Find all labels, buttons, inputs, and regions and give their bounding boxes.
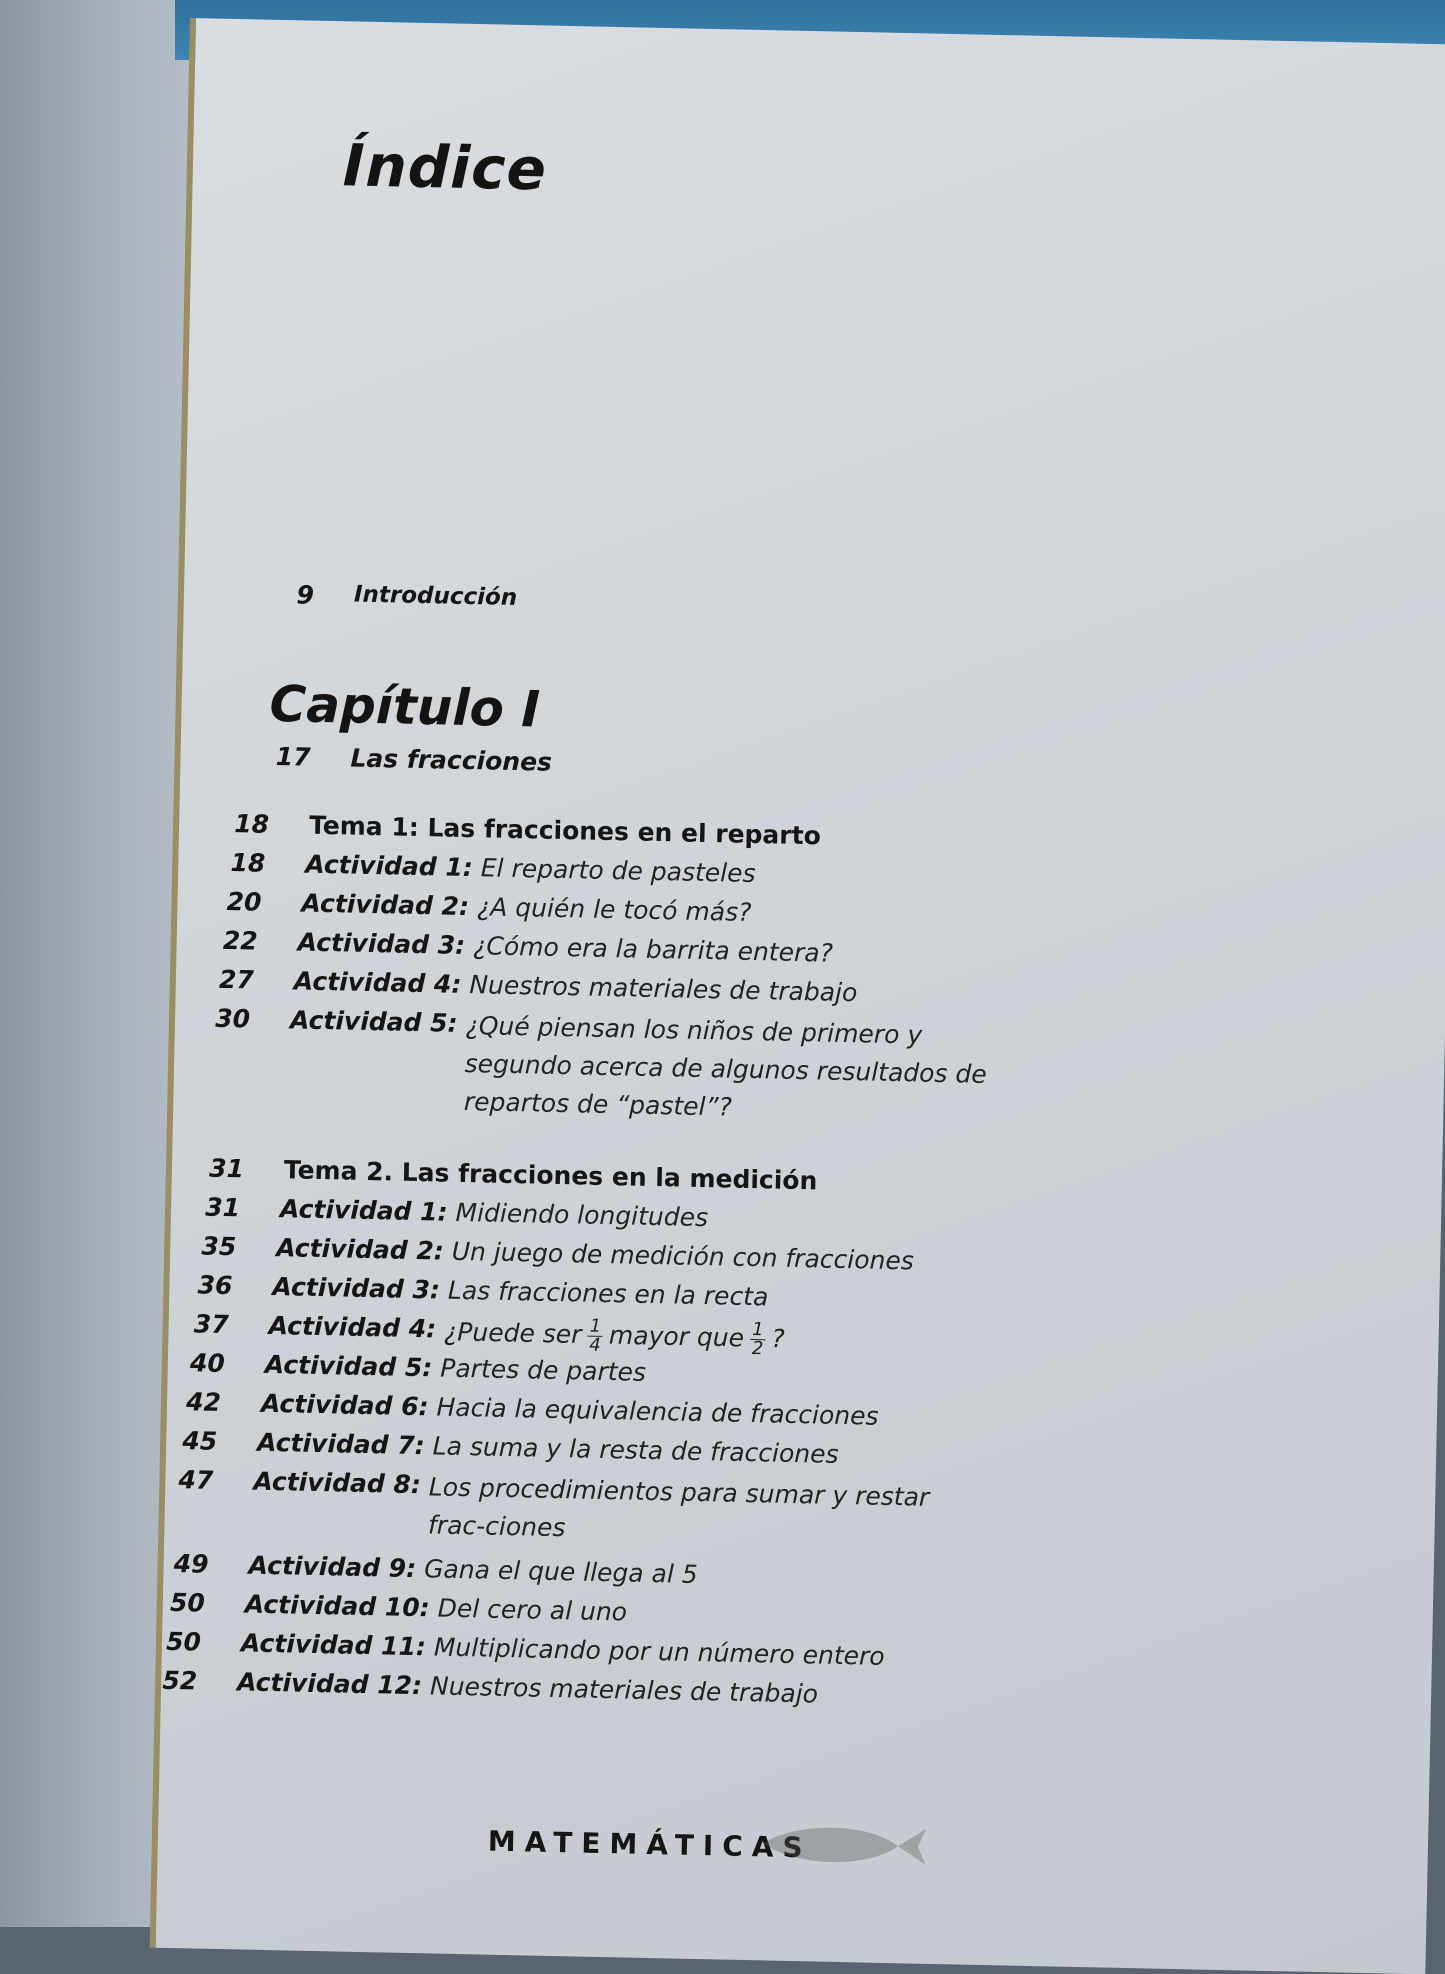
frac-middle: mayor que <box>608 1320 745 1353</box>
entry-description: El reparto de pasteles <box>480 853 756 889</box>
entry-description: Los procedimientos para sumar y restar frac-ciones <box>427 1472 930 1543</box>
entry-description: ¿Qué piensan los niños de primero y segundo acerca de algunos resultados de repartos de “pastel”? <box>463 1010 987 1122</box>
entry-description <box>444 1315 785 1359</box>
entry-description: Midiendo longitudes <box>455 1197 709 1233</box>
page-number: 47 <box>178 1465 214 1495</box>
denominator: 2 <box>751 1338 764 1360</box>
page-number: 45 <box>182 1426 218 1456</box>
entry-label: Actividad 5: <box>289 1005 458 1038</box>
entry-description: Del cero al uno <box>437 1593 628 1627</box>
page-number: 30 <box>214 1003 251 1034</box>
frac-after: ? <box>771 1323 786 1354</box>
page-number: 31 <box>205 1192 241 1223</box>
entry-label: Actividad 10: <box>244 1589 430 1623</box>
toc-list <box>161 808 1280 1728</box>
page-number: 50 <box>169 1587 206 1618</box>
fraction-one-half <box>750 1321 766 1358</box>
entry-label: Actividad 3: <box>297 927 466 960</box>
entry-label: Tema 2. Las fracciones en la medición <box>283 1155 818 1196</box>
entry-description: Partes de partes <box>440 1353 647 1387</box>
entry-description: Gana el que llega al 5 <box>423 1554 699 1589</box>
numerator: 1 <box>751 1319 764 1341</box>
entry-label: Actividad 4: <box>293 966 462 999</box>
page-number: 18 <box>230 848 266 878</box>
page-number: 36 <box>197 1270 233 1301</box>
page-number: 22 <box>222 925 258 956</box>
page-number: 27 <box>218 964 255 995</box>
intro-entry[interactable] <box>223 579 517 624</box>
page-number: 49 <box>173 1549 209 1579</box>
page-number: 20 <box>226 886 262 917</box>
page-number: 18 <box>234 809 270 839</box>
page-number: 52 <box>162 1665 198 1696</box>
entry-description: Nuestros materiales de trabajo <box>429 1671 819 1709</box>
numerator: 1 <box>589 1315 602 1337</box>
entry-label: Actividad 4: <box>268 1310 437 1344</box>
chapter-title: Capítulo I <box>269 674 541 739</box>
page-number: 35 <box>201 1231 237 1262</box>
chapter-subtitle-entry[interactable] <box>220 741 552 787</box>
chapter-subtitle: Las fracciones <box>350 743 553 777</box>
entry-label: Introducción <box>353 581 518 611</box>
entry-label: Actividad 2: <box>301 888 470 922</box>
entry-description: Hacia la equivalencia de fracciones <box>436 1392 879 1431</box>
page-title: Índice <box>342 131 548 204</box>
entry-description: ¿A quién le tocó más? <box>476 892 752 927</box>
page-number: 40 <box>189 1348 226 1379</box>
entry-description: Las fracciones en la recta <box>447 1275 769 1312</box>
toc-activity-entry[interactable] <box>158 1003 1275 1138</box>
entry-label: Actividad 8: <box>253 1466 422 1500</box>
fish-logo-icon <box>757 1820 928 1870</box>
entry-description: ¿Cómo era la barrita entera? <box>472 931 834 968</box>
entry-label: Actividad 6: <box>260 1388 429 1422</box>
entry-description: Nuestros materiales de trabajo <box>469 970 858 1008</box>
entry-label: Actividad 3: <box>272 1272 441 1305</box>
page-number: 31 <box>208 1153 245 1184</box>
toc-content <box>156 18 1445 1944</box>
frac-before: ¿Puede ser <box>443 1317 582 1349</box>
entry-label: Actividad 1: <box>279 1194 448 1227</box>
footer-title: MATEMÁTICAS <box>487 1824 813 1865</box>
page-number: 50 <box>165 1626 202 1657</box>
denominator: 4 <box>589 1334 601 1356</box>
entry-description: Multiplicando por un número entero <box>433 1632 885 1671</box>
entry-label: Actividad 12: <box>236 1667 423 1701</box>
entry-label: Actividad 2: <box>275 1233 445 1266</box>
entry-description: Un juego de medición con fracciones <box>451 1236 915 1276</box>
entry-label: Tema 1: Las fracciones en el reparto <box>308 810 822 851</box>
fraction-one-quarter <box>587 1315 603 1356</box>
entry-label: Actividad 7: <box>256 1427 426 1461</box>
entry-description: La suma y la resta de fracciones <box>432 1431 839 1469</box>
entry-label: Actividad 9: <box>248 1550 417 1584</box>
page-number: 9 <box>296 580 315 610</box>
entry-label: Actividad 5: <box>264 1349 433 1383</box>
page-number: 17 <box>275 741 311 772</box>
entry-label: Actividad 1: <box>305 849 474 883</box>
book-page <box>150 18 1445 1974</box>
entry-label: Actividad 11: <box>240 1628 427 1662</box>
page-number: 37 <box>193 1309 229 1340</box>
page-number: 42 <box>185 1387 222 1417</box>
